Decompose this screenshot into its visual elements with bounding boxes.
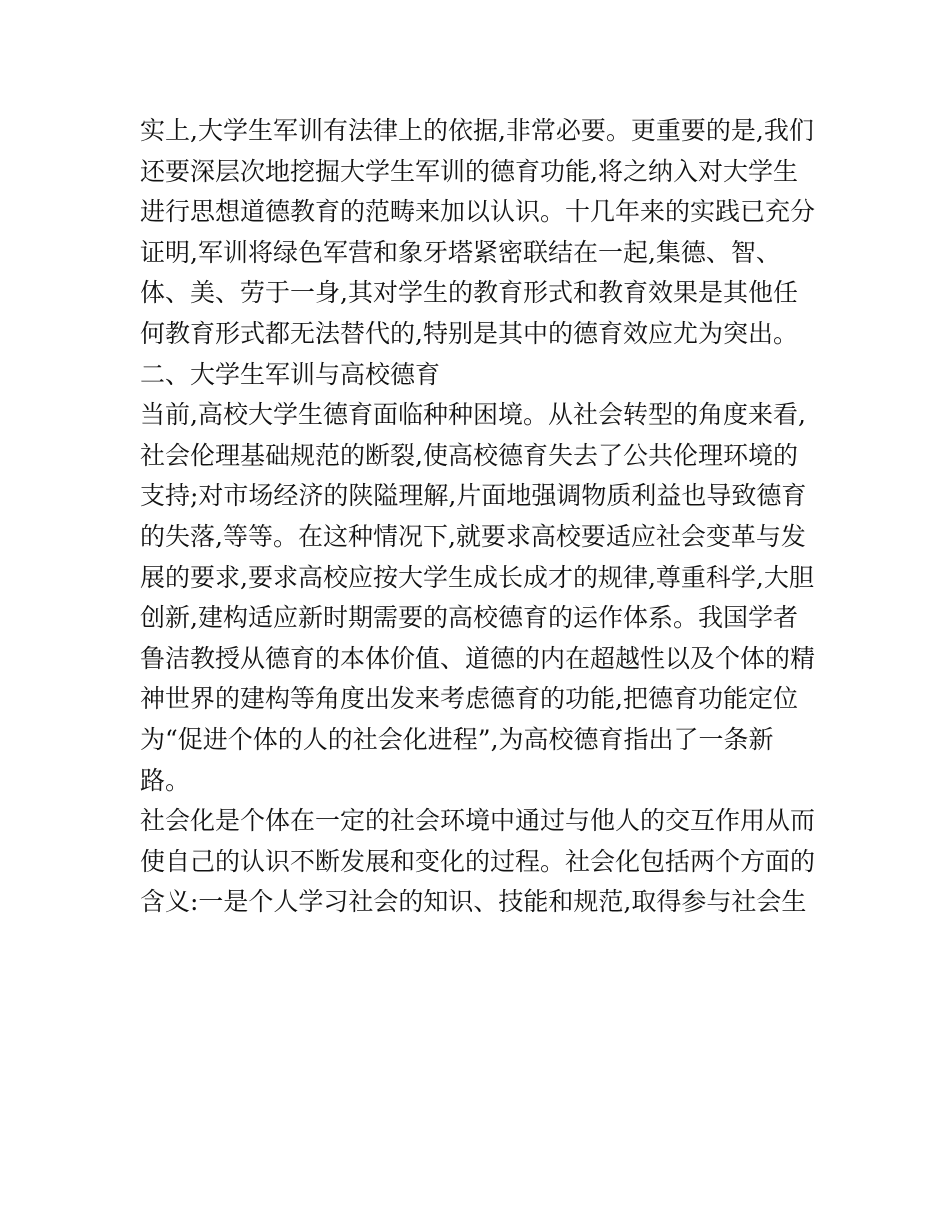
text-line: 实上,大学生军训有法律上的依据,非常必要。更重要的是,我们	[140, 116, 814, 145]
section-heading: 二、大学生军训与高校德育	[140, 359, 441, 389]
text-line: 创新,建构适应新时期需要的高校德育的运作体系。我国学者	[140, 603, 798, 633]
text-line: 体、美、劳于一身,其对学生的教育形式和教育效果是其他任	[140, 278, 798, 308]
body-text	[140, 111, 830, 923]
text-line: 何教育形式都无法替代的,特别是其中的德育效应尤为突出。	[140, 318, 798, 348]
text-line: 路。	[140, 765, 191, 795]
text-line: 社会化是个体在一定的社会环境中通过与他人的交互作用从而	[140, 806, 816, 836]
text-line: 社会伦理基础规范的断裂,使高校德育失去了公共伦理环境的	[140, 440, 798, 470]
text-line: 的失落,等等。在这种情况下,就要求高校要适应社会变革与发	[140, 521, 806, 551]
text-line: 证明,军训将绿色军营和象牙塔紧密联结在一起,集德、智、	[140, 237, 781, 267]
text-line: 神世界的建构等角度出发来考虑德育的功能,把德育功能定位	[140, 684, 798, 714]
text-line: 还要深层次地挖掘大学生军训的德育功能,将之纳入对大学生	[140, 156, 798, 186]
text-line: 支持;对市场经济的陕隘理解,片面地强调物质利益也导致德育	[140, 481, 807, 511]
text-line: 含义:一是个人学习社会的知识、技能和规范,取得参与社会生	[140, 887, 807, 917]
text-line: 为“促进个体的人的社会化进程”,为高校德育指出了一条新	[140, 724, 774, 754]
text-line: 展的要求,要求高校应按大学生成长成才的规律,尊重科学,大胆	[140, 562, 814, 592]
text-line: 当前,高校大学生德育面临种种困境。从社会转型的角度来看,	[140, 400, 806, 430]
text-line: 鲁洁教授从德育的本体价值、道德的内在超越性以及个体的精	[140, 643, 816, 673]
text-line: 使自己的认识不断发展和变化的过程。社会化包括两个方面的	[140, 846, 816, 876]
text-line: 进行思想道德教育的范畴来加以认识。十几年来的实践已充分	[140, 197, 816, 227]
